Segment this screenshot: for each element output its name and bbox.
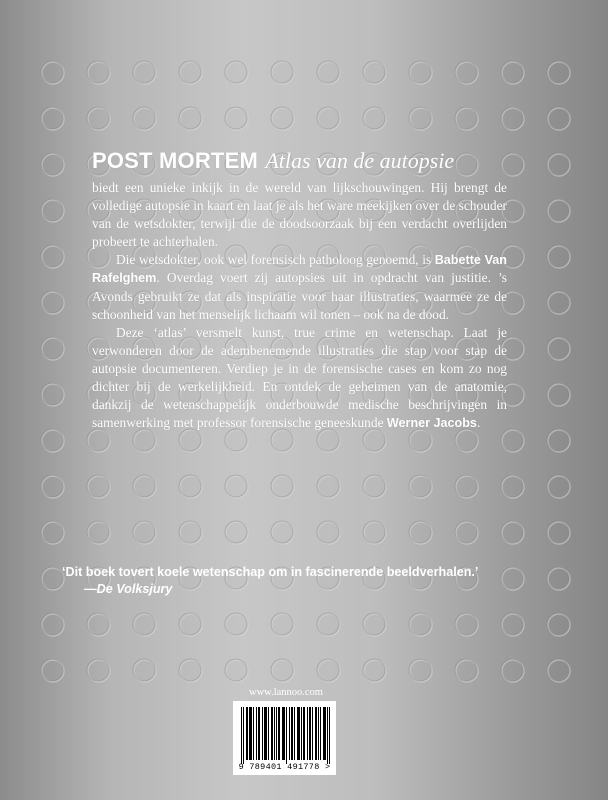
background-dot (501, 61, 524, 84)
background-dot (41, 613, 64, 636)
background-dot (41, 337, 64, 360)
barcode-bar (256, 707, 257, 760)
background-dot (409, 429, 432, 452)
background-dot (225, 429, 248, 452)
barcode-bar (258, 707, 259, 760)
barcode-bar (283, 707, 284, 760)
barcode-bar (249, 707, 250, 760)
background-dot (41, 107, 64, 130)
background-dot (41, 61, 64, 84)
barcode-bar (247, 707, 248, 760)
title-subtitle: Atlas van de autopsie (265, 148, 455, 173)
background-dot (225, 659, 248, 682)
paragraph-author (92, 251, 507, 323)
background-dot (409, 61, 432, 84)
quote-text: ‘Dit boek tovert koele wetenschap om in fascinerende beeldverhalen.’ (62, 565, 479, 579)
background-dot (547, 429, 570, 452)
title-main: POST MORTEM (92, 148, 258, 173)
background-dot (547, 199, 570, 222)
barcode-bar (278, 707, 279, 760)
background-dot (317, 429, 340, 452)
barcode-bar (250, 707, 251, 760)
background-dot (87, 613, 110, 636)
background-dot (133, 107, 156, 130)
barcode-bar (253, 707, 254, 760)
background-dot (547, 475, 570, 498)
background-dot (225, 613, 248, 636)
background-dot (409, 613, 432, 636)
background-dot (455, 659, 478, 682)
paragraph-atlas (92, 324, 507, 433)
background-dot (271, 521, 294, 544)
barcode-bar (315, 707, 316, 760)
background-dot (133, 659, 156, 682)
background-dot (501, 659, 524, 682)
background-dot (547, 291, 570, 314)
background-dot (501, 521, 524, 544)
background-dot (547, 613, 570, 636)
background-dot (547, 383, 570, 406)
background-dot (409, 475, 432, 498)
background-dot (179, 613, 202, 636)
background-dot (179, 475, 202, 498)
background-dot (179, 61, 202, 84)
background-dot (317, 475, 340, 498)
background-dot (455, 613, 478, 636)
background-dot (363, 659, 386, 682)
background-dot (501, 429, 524, 452)
barcode-bar (320, 707, 321, 760)
background-dot (225, 61, 248, 84)
background-dot (41, 429, 64, 452)
barcode-bar (284, 707, 285, 760)
background-dot (41, 199, 64, 222)
background-dot (317, 61, 340, 84)
barcode-bar (265, 707, 266, 760)
background-dot (271, 475, 294, 498)
background-dot (317, 613, 340, 636)
background-dot (225, 475, 248, 498)
isbn-barcode (233, 701, 336, 775)
barcode-bar (291, 707, 292, 760)
background-dot (409, 107, 432, 130)
barcode-bar (323, 707, 324, 760)
background-dot (455, 475, 478, 498)
background-dot (133, 61, 156, 84)
background-dot (87, 475, 110, 498)
background-dot (41, 291, 64, 314)
barcode-bar (292, 707, 293, 760)
barcode-bar (324, 707, 325, 760)
barcode-bar (307, 707, 308, 760)
background-dot (501, 613, 524, 636)
background-dot (363, 521, 386, 544)
background-dot (363, 107, 386, 130)
barcode-bar (325, 707, 326, 760)
background-dot (547, 107, 570, 130)
barcode-bar (329, 707, 330, 764)
background-dot (41, 383, 64, 406)
barcode-digits: 9 789401 491778 > (238, 762, 331, 772)
review-quote (62, 564, 582, 598)
barcode-bar (246, 707, 247, 760)
background-dot (317, 107, 340, 130)
background-dot (87, 659, 110, 682)
background-dot (41, 659, 64, 682)
background-dot (547, 659, 570, 682)
barcode-bar (303, 707, 304, 760)
barcode-bar (279, 707, 280, 760)
barcode-bar (318, 707, 319, 760)
background-dot (501, 475, 524, 498)
background-dot (225, 107, 248, 130)
background-dot (133, 475, 156, 498)
back-cover-text (92, 148, 507, 432)
barcode-bar (262, 707, 263, 760)
coauthor-name: Werner Jacobs (386, 416, 477, 431)
paragraph-atlas-text: Deze ‘atlas’ versmelt kunst, true crime en wetenschap. Laat je verwonderen door de adembenemende illustraties die stap voor stap de autopsie documenteren. Verdiep je in de forensische cases en kom zo nog dichter bij de werkelijkheid. En ontdek de geheimen van de anatomie, dankzij de wetenschappelijk onderbouwde medische beschrijvingen in samenwerking met professor forensische geneeskunde (92, 324, 507, 431)
barcode-bar (268, 707, 269, 760)
barcode-bar (312, 707, 313, 760)
barcode-bar (327, 707, 328, 764)
background-dot (363, 475, 386, 498)
barcode-bar (251, 707, 252, 760)
barcode-bar (266, 707, 267, 760)
barcode-bar (286, 707, 287, 764)
background-dot (41, 245, 64, 268)
barcode-bar (243, 707, 244, 764)
paragraph-author-text: Die wetsdokter, ook wel forensisch patholoog genoemd, is (116, 252, 435, 268)
publisher-website: www.lannoo.com (249, 687, 323, 698)
barcode-bar (259, 707, 260, 760)
background-dot (547, 245, 570, 268)
background-dot (41, 521, 64, 544)
background-dot (133, 613, 156, 636)
background-dot (87, 61, 110, 84)
background-dot (225, 521, 248, 544)
quote-source: —De Volksjury (84, 582, 173, 596)
barcode-bar (289, 707, 290, 760)
barcode-bar (299, 707, 300, 760)
barcode-bar (294, 707, 295, 760)
background-dot (133, 429, 156, 452)
barcode-bar (309, 707, 310, 760)
background-dot (547, 337, 570, 360)
barcode-bar (297, 707, 298, 760)
background-dot (547, 521, 570, 544)
background-dot (271, 61, 294, 84)
background-dot (87, 521, 110, 544)
barcode-bar (298, 707, 299, 760)
barcode-bar (274, 707, 275, 760)
background-dot (547, 153, 570, 176)
paragraph-author-text-end: . Overdag voert zij autopsies uit in opdracht van justitie. ’s Avonds gebruikt ze dat als inspiratie voor haar illustraties, waarmee ze de schoonheid van het menselijk lichaam wil tonen – ook na de dood. (92, 270, 507, 322)
barcode-bar (282, 707, 283, 760)
background-dot (455, 61, 478, 84)
barcode-bar (241, 707, 242, 764)
barcode-bar (304, 707, 305, 760)
barcode-bar (301, 707, 302, 760)
background-dot (363, 61, 386, 84)
background-dot (501, 107, 524, 130)
background-dot (41, 567, 64, 590)
background-dot (271, 429, 294, 452)
background-dot (271, 613, 294, 636)
barcode-bar (264, 707, 265, 760)
paragraph-atlas-text-end: . (476, 415, 481, 431)
barcode-bar (310, 707, 311, 760)
background-dot (87, 429, 110, 452)
background-dot (179, 107, 202, 130)
barcode-bar (276, 707, 277, 760)
background-dot (409, 659, 432, 682)
background-dot (363, 613, 386, 636)
background-dot (317, 659, 340, 682)
background-dot (455, 521, 478, 544)
author-name: Babette Van Rafelghem (92, 253, 507, 286)
background-dot (455, 107, 478, 130)
background-dot (41, 475, 64, 498)
background-dot (271, 659, 294, 682)
background-dot (179, 659, 202, 682)
background-dot (547, 61, 570, 84)
background-dot (317, 521, 340, 544)
barcode-bar (316, 707, 317, 760)
background-dot (409, 521, 432, 544)
barcode-bar (272, 707, 273, 760)
background-dot (271, 107, 294, 130)
background-dot (455, 429, 478, 452)
background-dot (179, 521, 202, 544)
background-dot (133, 521, 156, 544)
book-title (92, 148, 507, 177)
background-dot (41, 153, 64, 176)
background-dot (363, 429, 386, 452)
background-dot (179, 429, 202, 452)
barcode-bar (271, 707, 272, 760)
paragraph-intro: biedt een unieke inkijk in de wereld van lijkschouwingen. Hij brengt de volledige autopsie in kaart en laat je als het ware meekijken over de schouder van de wetsdokter, terwijl die de doodsoorzaak bij een verdacht overlijden probeert te achterhalen. (92, 180, 507, 250)
background-dot (87, 107, 110, 130)
